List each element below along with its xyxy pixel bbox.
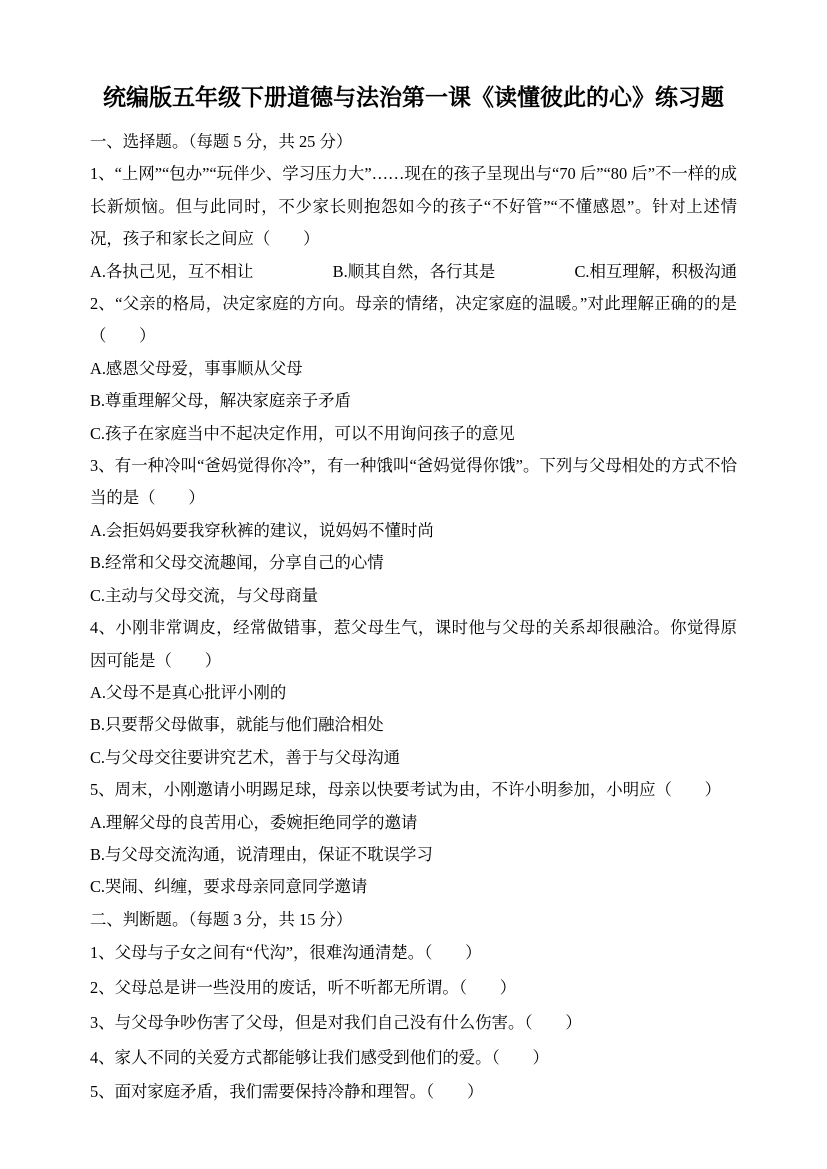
- question-2-option-c: C.孩子在家庭当中不起决定作用，可以不用询问孩子的意见: [90, 423, 515, 443]
- question-1-option-b: B.顺其自然，各行其是: [332, 261, 496, 281]
- question-1-option-c: C.相互理解，积极沟通: [574, 261, 737, 281]
- question-3-option-c: C.主动与父母交流，与父母商量: [90, 585, 319, 605]
- judge-item-5: 5、面对家庭矛盾，我们需要保持冷静和理智。（ ）: [90, 1082, 484, 1102]
- section-judge-heading: 二、判断题。（每题 3 分，共 15 分）: [90, 909, 353, 929]
- question-4-option-b: B.只要帮父母做事，就能与他们融洽相处: [90, 715, 384, 735]
- question-3-stem: 3、有一种冷叫“爸妈觉得你冷”，有一种饿叫“爸妈觉得你饿”。下列与父母相处的方式不恰当的是（ ）: [90, 456, 737, 508]
- judge-item-1: 1、父母与子女之间有“代沟”，很难沟通清楚。（ ）: [90, 943, 482, 963]
- question-3-option-a: A.会拒妈妈要我穿秋裤的建议，说妈妈不懂时尚: [90, 520, 434, 540]
- section-judge: [90, 904, 737, 1110]
- judge-item-2: 2、父母总是讲一些没用的废话，听不听都无所谓。（ ）: [90, 977, 517, 997]
- question-5-option-b: B.与父母交流沟通，说清理由，保证不耽误学习: [90, 844, 433, 864]
- question-2-option-b: B.尊重理解父母，解决家庭亲子矛盾: [90, 391, 351, 411]
- question-5-option-a: A.理解父母的良苦用心，委婉拒绝同学的邀请: [90, 812, 418, 832]
- question-4-stem: 4、小刚非常调皮，经常做错事，惹父母生气，课时他与父母的关系却很融洽。你觉得原因可能是（ ）: [90, 618, 737, 670]
- question-1-options: [90, 256, 737, 288]
- question-1-stem: 1、“上网”“包办”“玩伴少、学习压力大”……现在的孩子呈现出与“70 后”“80 后”不一样的成长新烦恼。但与此同时，不少家长则抱怨如今的孩子“不好管”“不懂感恩”。针对上述情况，孩子和家长之间应（ ）: [90, 164, 737, 249]
- question-3: [90, 450, 737, 612]
- question-5-option-c: C.哭闹、纠缠，要求母亲同意同学邀请: [90, 877, 368, 897]
- page-title: 统编版五年级下册道德与法治第一课《读懂彼此的心》练习题: [103, 85, 724, 110]
- question-2-option-a: A.感恩父母爱，事事顺从父母: [90, 358, 303, 378]
- question-4-option-a: A.父母不是真心批评小刚的: [90, 682, 287, 702]
- judge-item-3: 3、与父母争吵伤害了父母，但是对我们自己没有什么伤害。（ ）: [90, 1012, 582, 1032]
- question-4-option-c: C.与父母交往要讲究艺术，善于与父母沟通: [90, 747, 401, 767]
- section-choice: [90, 126, 737, 904]
- question-1: [90, 158, 737, 288]
- question-5: [90, 774, 737, 904]
- question-4: [90, 612, 737, 774]
- judge-item-4: 4、家人不同的关爱方式都能够让我们感受到他们的爱。（ ）: [90, 1047, 549, 1067]
- question-3-option-b: B.经常和父母交流趣闻，分享自己的心情: [90, 553, 384, 573]
- section-choice-heading: 一、选择题。（每题 5 分，共 25 分）: [90, 132, 353, 151]
- question-1-option-a: A.各执己见，互不相让: [90, 261, 254, 281]
- question-5-stem: 5、周末，小刚邀请小明踢足球，母亲以快要考试为由，不许小明参加，小明应（ ）: [90, 780, 722, 800]
- question-2-stem: 2、“父亲的格局，决定家庭的方向。母亲的情绪，决定家庭的温暖。”对此理解正确的的是（ ）: [90, 294, 737, 346]
- question-2: [90, 288, 737, 450]
